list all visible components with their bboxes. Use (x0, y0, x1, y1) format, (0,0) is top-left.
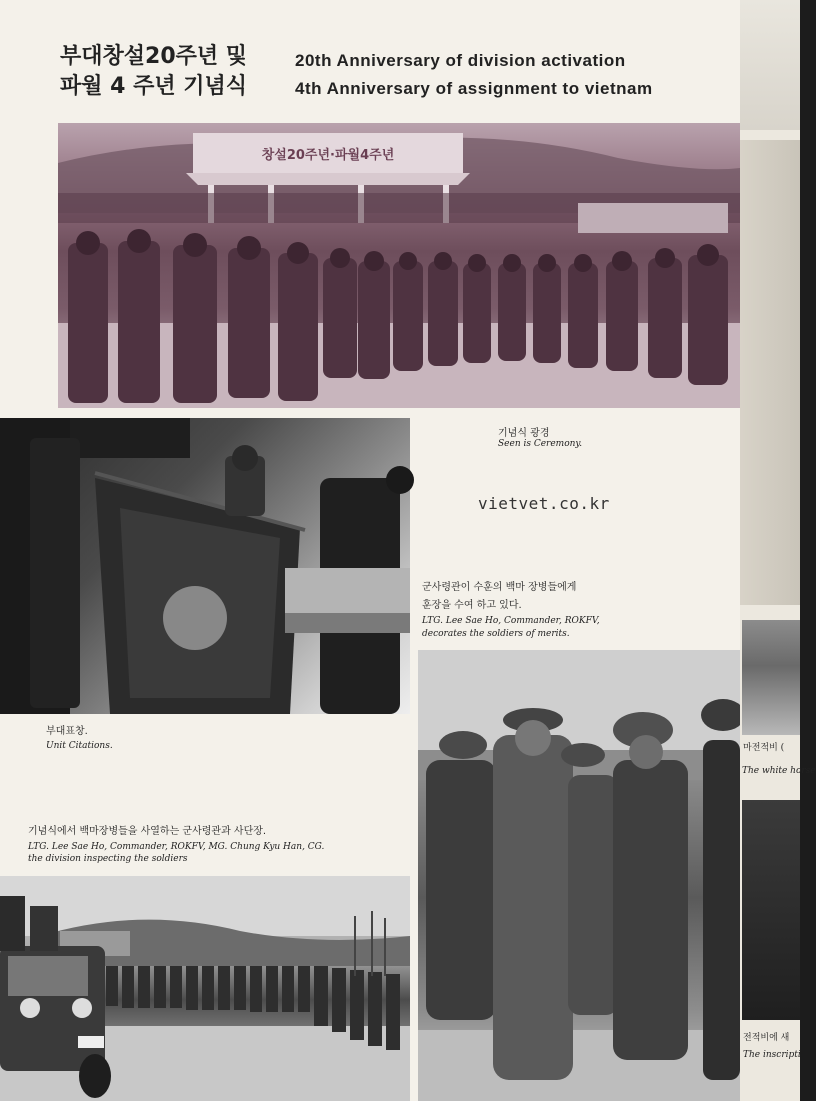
ceremony-photo (58, 123, 740, 408)
unit-citation-photo (0, 418, 410, 714)
adjacent-photo-monument (742, 620, 800, 735)
flag-caption-en: Unit Citations. (46, 741, 113, 751)
adjacent-caption-3: 전적비에 새 (743, 1033, 790, 1043)
decoration-photo (418, 650, 740, 1101)
title-en-line2: 4th Anniversary of assignment to vietnam (295, 79, 653, 98)
medal-caption-en-line2: decorates the soldiers of merits. (422, 629, 570, 639)
watermark-text: vietvet.co.kr (478, 494, 610, 513)
ceremony-caption-ko: 기념식 광경 (498, 428, 550, 439)
medal-caption-ko-line2: 훈장을 수여 하고 있다. (422, 600, 522, 611)
review-caption-ko: 기념식에서 백마장병들을 사열하는 군사령관과 사단장. (28, 826, 267, 837)
medal-caption-ko-line1: 군사령관이 수훈의 백마 장병들에게 (422, 582, 577, 593)
adjacent-caption-4: The inscripti (743, 1050, 801, 1060)
stand-banner-text: 창설20주년·파월4주년 (261, 148, 395, 163)
medal-caption-en-line1: LTG. Lee Sae Ho, Commander, ROKFV, (422, 616, 600, 626)
review-caption-en-line1: LTG. Lee Sae Ho, Commander, ROKFV, MG. Chung Kyu Han, CG. (28, 842, 325, 852)
title-en-line1: 20th Anniversary of division activation (295, 51, 626, 70)
adjacent-page-edge (740, 0, 816, 1101)
inspection-photo (0, 876, 410, 1101)
page-title-english (295, 47, 653, 103)
ceremony-caption-en: Seen is Ceremony. (498, 439, 583, 449)
adjacent-caption-1: 마전적비 ( (743, 743, 785, 753)
adjacent-photo-inscription (742, 800, 800, 1020)
adjacent-photo-top (740, 0, 800, 130)
adjacent-caption-2: The white horse (742, 766, 816, 776)
adjacent-photo-middle (740, 140, 800, 605)
flag-caption-ko: 부대표창. (46, 726, 88, 737)
page-title-korean: 부대창설20주년 및 파월 4 주년 기념식 (60, 44, 248, 99)
review-caption-en-line2: the division inspecting the soldiers (28, 854, 188, 864)
